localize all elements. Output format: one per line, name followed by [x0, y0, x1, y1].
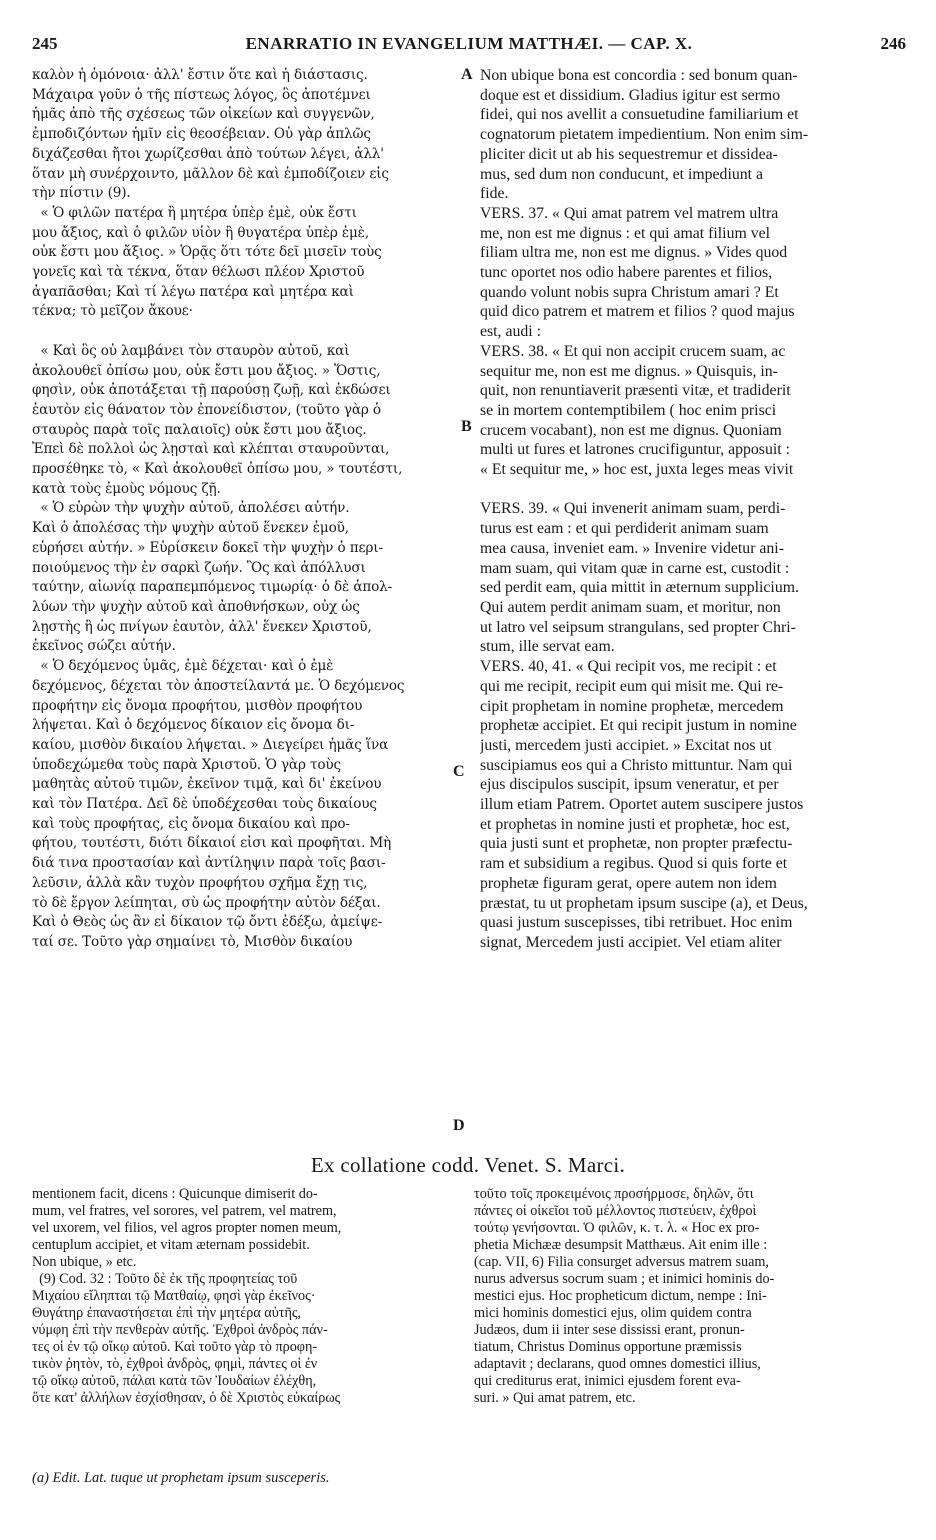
text-line: ἑαυτὸν εἰς θάνατον τὸν ἐπονείδιστον, (τοῦτο γὰρ ὁ	[32, 401, 381, 418]
text-line: διχάζεσθαι ἤτοι χωρίζεσθαι ἀπὸ τούτων λέγει, ἀλλ'	[32, 145, 384, 162]
text-line: ὅταν μὴ συνέρχοιντο, μᾶλλον δὲ καὶ ἐμποδίζοιεν εἰς	[32, 165, 389, 182]
text-line: pliciter dicit ut ab his sequestremur et dissidea-	[480, 145, 778, 163]
text-line: ταί σε. Τοῦτο γὰρ σημαίνει τὸ, Μισθὸν δικαίου	[32, 933, 353, 950]
text-line: qui me recipit, recipit eum qui misit me. Qui re-	[480, 677, 784, 695]
text-line: nurus adversus socrum suam ; et inimici hominis do-	[474, 1271, 775, 1287]
text-line: centuplum accipiet, et vitam æternam possidebit.	[32, 1237, 310, 1253]
text-line: ram et subsidium a regibus. Quod si quis forte et	[480, 855, 788, 873]
notes-heading: Ex collatione codd. Venet. S. Marci.	[310, 1153, 626, 1177]
margin-marker-a: A	[461, 66, 473, 83]
text-line: διά τινα προστασίαν καὶ ἀντίληψιν παρὰ τοῖς βασι-	[32, 855, 386, 872]
text-line: μαθητὰς αὐτοῦ τιμῶν, ἐκεῖνον τιμᾷ, καὶ δι' ἐκείνου	[32, 776, 382, 793]
text-line: οὐκ ἔστι μου ἄξιος. » Ὁρᾷς ὅτι τότε δεῖ μισεῖν τοὺς	[32, 244, 382, 261]
text-line: Non ubique bona est concordia : sed bonum quan-	[480, 67, 798, 84]
text-line: προφήτην εἰς ὄνομα προφήτου, μισθὸν προφήτου	[32, 697, 363, 714]
text-line: prophetæ figuram gerat, opere autem non idem	[480, 874, 777, 892]
text-line: λύων τὴν ψυχὴν αὐτοῦ καὶ ἀποθνήσκων, οὐχ ὡς	[32, 598, 360, 615]
text-line: κατὰ τοὺς ἐμοὺς νόμους ζῇ.	[32, 480, 221, 497]
text-line: doque est et dissidium. Gladius igitur est sermo	[480, 86, 781, 104]
text-line: VERS. 39. « Qui invenerit animam suam, perdi-	[480, 500, 786, 518]
text-line: μου ἄξιος, καὶ ὁ φιλῶν υἱὸν ἢ θυγατέρα ὑπὲρ ἐμὲ,	[32, 224, 369, 241]
text-line: δεχόμενος, δέχεται τὸν ἀποστείλαντά με. Ὁ δεχόμενος	[32, 677, 405, 694]
text-line: vel uxorem, vel filios, vel agros propter nomen meum,	[32, 1220, 342, 1236]
text-line: προσέθηκε τὸ, « Καὶ ἀκολουθεῖ ὀπίσω μου, » τουτέστι,	[32, 461, 403, 478]
text-line: Καὶ ὁ ἀπολέσας τὴν ψυχὴν αὐτοῦ ἕνεκεν ἐμοῦ,	[32, 520, 349, 537]
text-line: « Ὁ δεχόμενος ὑμᾶς, ἐμὲ δέχεται· καὶ ὁ ἐμὲ	[32, 658, 334, 675]
text-line: stum, ille servat eam.	[480, 638, 615, 656]
text-line: τικὸν ῥητὸν, τὸ, ἐχθροὶ ἀνδρὸς, φημὶ, πάντες οἱ ἐν	[32, 1356, 318, 1372]
text-line: λεῦσιν, ἀλλὰ κἂν τυχὸν προφήτου σχῆμα ἔχῃ τις,	[32, 874, 368, 891]
text-line: τὸ δὲ ἔργον λείπηται, σὺ ὡς προφήτην αὐτὸν δέξαι.	[32, 894, 381, 911]
text-line: « Et sequitur me, » hoc est, juxta leges meas vivit	[480, 461, 794, 479]
text-line: VERS. 37. « Qui amat patrem vel matrem ultra	[480, 204, 779, 222]
text-line: fidei, qui nos avellit a consuetudine familiarium et	[480, 106, 799, 124]
text-line: Non ubique, » etc.	[32, 1254, 137, 1270]
page-number-right: 246	[880, 34, 906, 53]
text-line: τὴν πίστιν (9).	[32, 185, 131, 202]
text-line: crucem vocabant), non est me dignus. Quoniam	[480, 421, 782, 439]
text-line: τούτῳ γενήσονται. Ὁ φιλῶν, κ. τ. λ. « Hoc ex pro-	[474, 1220, 760, 1236]
margin-marker-d: D	[453, 1117, 465, 1134]
greek-text-column	[32, 66, 456, 953]
text-line: λήψεται. Καὶ ὁ δεχόμενος δίκαιον εἰς ὄνομα δι-	[32, 717, 355, 734]
text-line: VERS. 40, 41. « Qui recipit vos, me recipit : et	[480, 658, 777, 676]
text-line: me, non est me dignus : et qui amat filium vel	[480, 224, 770, 242]
text-line: (cap. VII, 6) Filia consurget adversus matrem suam,	[474, 1254, 769, 1270]
text-line: cipit prophetam in nomine prophetæ, mercedem	[480, 697, 784, 715]
text-line: mentionem facit, dicens : Quicunque dimiserit do-	[32, 1186, 318, 1202]
text-line: γονεῖς καὶ τὰ τέκνα, ὅταν θέλωσι πλέον Χριστοῦ	[32, 264, 365, 281]
text-line: ἀγαπᾶσθαι; Καὶ τί λέγω πατέρα καὶ μητέρα καὶ	[32, 283, 354, 300]
page-number-left: 245	[32, 34, 58, 53]
text-line: illum etiam Patrem. Oportet autem suscipere justos	[480, 796, 804, 814]
text-line: multi ut fures et latrones crucifiguntur, apposuit :	[480, 441, 790, 459]
margin-marker-b: B	[461, 418, 472, 435]
text-line: λῃστὴς ἢ ὡς πνίγων ἑαυτὸν, ἀλλ' ἕνεκεν Χριστοῦ,	[32, 618, 372, 635]
text-line: Ἐπεὶ δὲ πολλοὶ ὡς λῃσταὶ καὶ κλέπται σταυροῦνται,	[32, 441, 390, 458]
text-line: quasi justum suscepisses, tibi retribuet. Hoc enim	[480, 914, 793, 932]
text-line: phetia Michææ desumpsit Matthæus. Ait enim ille :	[474, 1237, 768, 1253]
text-line: « Ὁ εὑρὼν τὴν ψυχὴν αὐτοῦ, ἀπολέσει αὐτήν.	[32, 500, 350, 517]
text-line: quando volunt nobis supra Christum amari ? Et	[480, 283, 779, 301]
text-line: signat, Mercedem justi accipiet. Vel etiam aliter	[480, 933, 782, 951]
text-line: Judæos, dum ii inter sese dississi erant, pronun-	[474, 1322, 745, 1338]
text-line: τες οἱ ἐν τῷ οἴκῳ αὐτοῦ. Καὶ τοῦτο γὰρ τὸ προφη-	[32, 1339, 318, 1355]
notes-right-column	[474, 1186, 908, 1407]
text-line: Qui autem perdit animam suam, et moritur, non	[480, 598, 781, 616]
text-line: καὶ τοὺς προφήτας, εἰς ὄνομα δικαίου καὶ προ-	[32, 815, 350, 832]
text-line: « Ὁ φιλῶν πατέρα ἢ μητέρα ὑπὲρ ἐμὲ, οὐκ ἔστι	[32, 204, 357, 221]
latin-text-column	[480, 66, 904, 953]
text-line: ἀκολουθεῖ ὀπίσω μου, οὐκ ἔστι μου ἄξιος. » Ὅστις,	[32, 362, 381, 379]
text-line: Θυγάτηρ ἐπαναστήσεται ἐπὶ τὴν μητέρα αὐτῆς,	[32, 1305, 302, 1321]
text-line: et prophetas in nomine justi et prophetæ, hoc est,	[480, 815, 790, 833]
margin-marker-c: C	[453, 763, 465, 780]
running-header	[30, 34, 908, 58]
text-line: suri. » Qui amat patrem, etc.	[474, 1390, 636, 1406]
text-line: φήτου, τουτέστι, διότι δίκαιοί εἰσι καὶ προφῆται. Μὴ	[32, 835, 392, 852]
text-line: filiam ultra me, non est me dignus. » Vides quod	[480, 244, 788, 262]
text-line: ὑποδεχώμεθα τοὺς παρὰ Χριστοῦ. Ὁ γὰρ τοὺς	[32, 756, 341, 773]
text-line: turus est eam : et qui perdiderit animam suam	[480, 520, 769, 538]
text-line: τοῦτο τοῖς προκειμένοις προσήρμοσε, δηλῶν, ὅτι	[474, 1186, 754, 1202]
text-line: mam suam, qui vitam quæ in carne est, custodit :	[480, 559, 790, 577]
text-line: se in mortem contemptibilem ( hoc enim prisci	[480, 401, 777, 419]
text-line: πάντες οἱ οἰκεῖοι τοῦ μέλλοντος πιστεύειν, ἐχθροὶ	[474, 1203, 757, 1219]
text-line: qui crediturus erat, inimici ejusdem forent eva-	[474, 1373, 741, 1389]
notes-left-column	[32, 1186, 458, 1407]
text-line: sed perdit eam, quia mittit in æternum supplicium.	[480, 579, 799, 597]
text-line: mea causa, inveniet eam. » Invenire videtur ani-	[480, 539, 784, 557]
text-line: ἐμποδιζόντων ἡμῖν εἰς θεοσέβειαν. Οὐ γὰρ ἁπλῶς	[32, 126, 371, 143]
text-line: σταυρὸς παρὰ τοῖς παλαιοῖς) οὐκ ἔστι μου ἄξιος.	[32, 421, 367, 438]
text-line: quit, non renuntiaverit præsenti vitæ, et tradiderit	[480, 382, 791, 400]
text-line: VERS. 38. « Et qui non accipit crucem suam, ac	[480, 342, 786, 360]
text-line: quia justi sunt et prophetæ, non propter præfectu-	[480, 835, 793, 853]
text-line: mum, vel fratres, vel sorores, vel patrem, vel matrem,	[32, 1203, 337, 1219]
text-line: εὑρήσει αὐτήν. » Εὑρίσκειν δοκεῖ τὴν ψυχὴν ὁ περι-	[32, 539, 383, 556]
text-line: prophetæ accipiet. Et qui recipit justum in nomine	[480, 717, 797, 735]
text-line: mus, sed dum non conducunt, et impediunt a	[480, 165, 763, 183]
text-line: quid dico patrem et matrem et filios ? quod majus	[480, 303, 795, 321]
text-line: νύμφη ἐπὶ τὴν πενθερὰν αὐτῆς. Ἐχθροὶ ἀνδρὸς πάν-	[32, 1322, 328, 1338]
text-line: φησὶν, οὐκ ἀποτάξεται τῇ παρούσῃ ζωῇ, καὶ ἐκδώσει	[32, 382, 391, 399]
text-line: Μάχαιρα γοῦν ὁ τῆς πίστεως λόγος, ὃς ἀποτέμνει	[32, 86, 371, 103]
footnote: (a) Edit. Lat. tuque ut prophetam ipsum susceperis.	[32, 1470, 330, 1486]
text-line: tiatum, Christus Dominus opportune præmissis	[474, 1339, 742, 1355]
text-line: ταύτην, αἰωνίᾳ παραπεμπόμενος τιμωρίᾳ· ὁ δὲ ἀπολ-	[32, 579, 393, 596]
text-line: mici hominis domestici ejus, olim quidem contra	[474, 1305, 752, 1321]
text-line: καίου, μισθὸν δικαίου λήψεται. » Διεγείρει ἡμᾶς ἵνα	[32, 736, 389, 753]
text-line: suscipiamus eos qui a Christo mittuntur. Nam qui	[480, 756, 793, 774]
text-line: ἡμᾶς ἀπὸ τῆς σχέσεως τῶν οἰκείων καὶ συγγενῶν,	[32, 106, 375, 123]
text-line: (9) Cod. 32 : Τοῦτο δὲ ἐκ τῆς προφητείας τοῦ	[32, 1271, 298, 1287]
text-line: adaptavit ; declarans, quod omnes domestici illius,	[474, 1356, 761, 1372]
text-line: ὅτε κατ' ἀλλήλων ἐσχίσθησαν, ὁ δὲ Χριστὸς εὐκαίρως	[32, 1390, 341, 1406]
text-line: τῷ οἴκῳ αὐτοῦ, πάλαι κατὰ τῶν Ἰουδαίων ἐλέχθη,	[32, 1373, 317, 1389]
running-title: ENARRATIO IN EVANGELIUM MATTHÆI. — CAP. X.	[245, 34, 693, 53]
text-line: καλὸν ἡ ὁμόνοια· ἀλλ' ἔστιν ὅτε καὶ ἡ διάστασις.	[32, 67, 368, 83]
text-line: tunc oportet nos odio habere parentes et filios,	[480, 264, 773, 282]
text-line: justi, mercedem justi accipiet. » Excitat nos ut	[480, 736, 772, 754]
text-line: « Καὶ ὃς οὐ λαμβάνει τὸν σταυρὸν αὐτοῦ, καὶ	[32, 342, 350, 359]
text-line: Μιχαίου εἴληπται τῷ Ματθαίῳ, φησὶ γὰρ ἐκεῖνος·	[32, 1288, 316, 1304]
text-line: Καὶ ὁ Θεὸς ὡς ἂν εἰ δίκαιον τῷ ὄντι ἐδέξω, ἀμείψε-	[32, 914, 383, 931]
text-line: est, audi :	[480, 323, 541, 341]
text-line: ut latro vel seipsum strangulans, sed propter Chri-	[480, 618, 796, 636]
text-line: τέκνα; τὸ μεῖζον ἄκουε·	[32, 303, 193, 320]
text-line: ἐκεῖνος σώζει αὐτήν.	[32, 638, 176, 655]
text-line: præstat, tu ut prophetam ipsum suscipe (a), et Deus,	[480, 894, 808, 912]
text-line: cognatorum pietatem impedientium. Non enim sim-	[480, 126, 809, 144]
text-line: ποιούμενος τὴν ἐν σαρκὶ ζωήν. Ὃς καὶ ἀπόλλυσι	[32, 559, 366, 576]
text-line: ejus discipulos suscipit, ipsum veneratur, et per	[480, 776, 779, 794]
text-line: fide.	[480, 185, 509, 203]
text-line: καὶ τὸν Πατέρα. Δεῖ δὲ ὑποδέχεσθαι τοὺς δικαίους	[32, 796, 377, 813]
text-line: sequitur me, non est me dignus. » Quisquis, in-	[480, 362, 778, 380]
text-line: mestici ejus. Hoc propheticum dictum, nempe : Ini-	[474, 1288, 767, 1304]
